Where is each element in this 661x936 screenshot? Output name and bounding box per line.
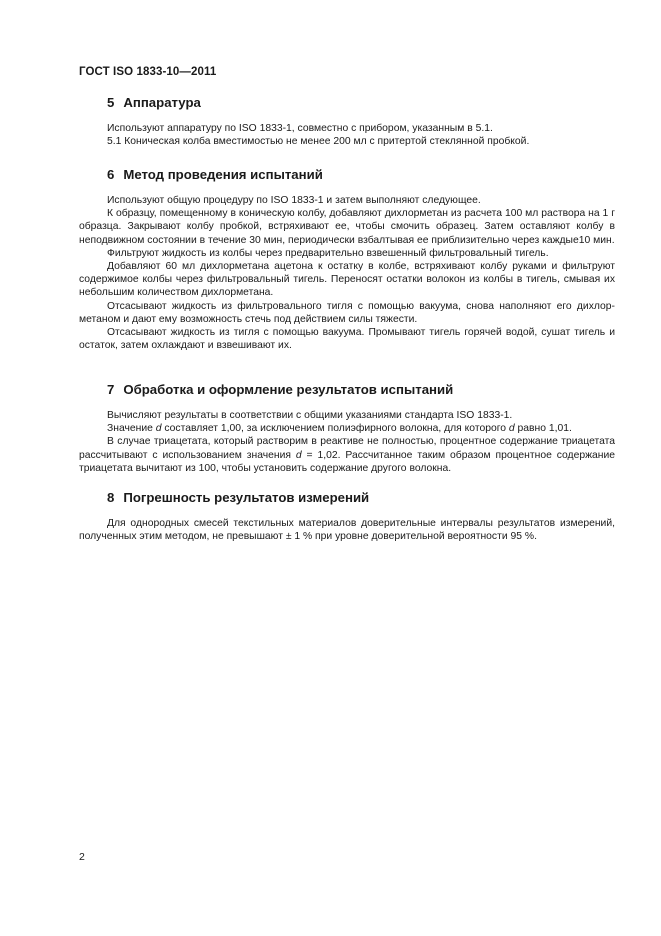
paragraph: Фильтруют жидкость из колбы через предварительно взвешенный фильтровальный тигель. [107,247,549,259]
section-title: Погрешность результатов измерений [123,490,370,505]
section-title: Метод проведения испытаний [123,167,323,182]
section-heading [79,382,615,398]
variable-d: d [155,423,162,435]
section-number: 8 [107,490,115,505]
paragraph [79,422,615,435]
section-body [79,517,615,543]
section-heading [79,490,615,506]
text-run: составляет 1,00, за исключением полиэфирного волокна, для которого [161,423,509,435]
paragraph: Отсасывают жидкость из фильтровального тигля с помощью вакуума, снова наполняют его дихлор-метаном и дают ему возможность стечь под действием силы тяжести. [79,300,615,325]
section-number: 6 [107,167,115,182]
section-5-apparatus [79,95,615,148]
page-number: 2 [79,851,85,863]
text-run: равно 1,01. [514,423,572,435]
section-7-results [79,382,615,475]
section-heading [79,167,615,183]
paragraph: Используют аппаратуру по ISO 1833-1, совместно с прибором, указанным в 5.1. [107,123,493,134]
variable-d: d [295,449,302,461]
section-heading [79,95,615,111]
section-body [79,409,615,475]
paragraph: Вычисляют результаты в соответствии с общими указаниями стандарта ISO 1833-1. [107,410,513,421]
paragraph [79,435,615,475]
text-run: Значение [107,423,156,435]
paragraph: Отсасывают жидкость из тигля с помощью вакуума. Промывают тигель горячей водой, сушат тигель и остаток, затем охлаждают и взвешивают их. [79,327,615,352]
section-number: 7 [107,382,115,397]
paragraph: Добавляют 60 мл дихлорметана ацетона к остатку в колбе, встряхивают колбу руками и фильтруют содержимое колбы через фильтровальный тигель. Переносят остатки волокон из колбы в тигель, смывая их небольшим количеством дихлорметана. [79,261,615,299]
section-number: 5 [107,95,115,110]
text-run: В случае триацетата, который растворим в реактиве не полностью, процентное содержание триацетата рассчитывают с использованием значения [79,436,615,461]
paragraph: К образцу, помещенному в коническую колбу, добавляют дихлорметан из расчета 100 мл раствора на 1 г образца. Закрывают колбу пробкой, встряхивают ее, чтобы смочить образец. Затем оставляют колбу в неподвижном состоянии в течение 30 мин, периодически взбалтывая ее приблизительно через каждые10 мин. [79,208,615,246]
section-8-uncertainty [79,490,615,543]
section-title: Обработка и оформление результатов испытаний [123,382,454,397]
paragraph: 5.1 Коническая колба вместимостью не менее 200 мл с притертой стеклянной пробкой. [107,136,530,148]
document-header: ГОСТ ISO 1833-10—2011 [79,66,217,78]
section-6-test-method [79,167,615,352]
variable-d: d [508,423,515,435]
section-title: Аппаратура [123,95,201,110]
paragraph: Для однородных смесей текстильных материалов доверительные интервалы результатов измерений, полученных этим методом, не превышают ± 1 % при уровне доверительной вероятности 95 %. [79,518,615,543]
section-body [79,122,615,148]
text-run: = 1,02. Рассчитанное таким образом процентное содержание триацетата вычитают из 100, чтобы установить содержание другого волокна. [79,449,616,474]
section-body [79,194,615,352]
paragraph: Используют общую процедуру по ISO 1833-1 и затем выполняют следующее. [107,195,481,206]
